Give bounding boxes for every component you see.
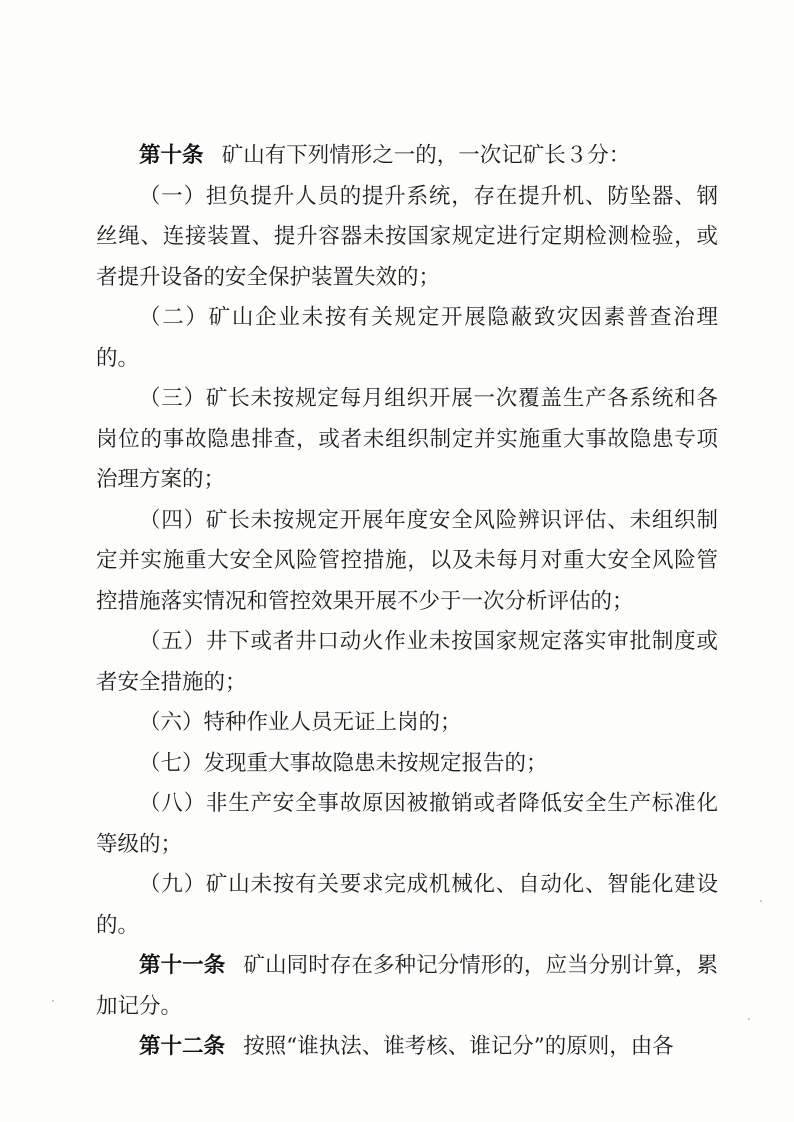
article-10-intro	[96, 136, 718, 177]
article-10-item-5: （五）井下或者井口动火作业未按国家规定落实审批制度或者安全措施的；	[96, 629, 718, 695]
scan-speck	[760, 900, 762, 902]
article-10-item-1: （一）担负提升人员的提升系统，存在提升机、防坠器、钢丝绳、连接装置、提升容器未按国家规定进行定期检测检验，或者提升设备的安全保护装置失效的；	[96, 183, 718, 290]
article-12-text: 按照“谁执法、谁考核、谁记分”的原则，由各	[243, 1034, 674, 1059]
article-10-text: 矿山有下列情形之一的，一次记矿长３分：	[221, 143, 631, 168]
article-12	[96, 1027, 718, 1068]
article-12-heading: 第十二条	[139, 1034, 226, 1059]
scan-speck	[52, 1000, 54, 1002]
article-10-item-8: （八）非生产安全事故原因被撤销或者降低安全生产标准化等级的；	[96, 791, 718, 857]
article-10-heading: 第十条	[139, 143, 204, 168]
article-11	[96, 946, 718, 1027]
article-10-item-2: （二）矿山企业未按有关规定开展隐蔽致灾因素普查治理的。	[96, 305, 718, 371]
article-10-item-6: （六）特种作业人员无证上岗的；	[139, 710, 462, 735]
article-10-item-7: （七）发现重大事故隐患未按规定报告的；	[139, 750, 548, 776]
document-body	[96, 136, 718, 1068]
article-10-item-3: （三）矿长未按规定每月组织开展一次覆盖生产各系统和各岗位的事故隐患排查，或者未组织制定并实施重大事故隐患专项治理方案的；	[96, 386, 718, 492]
scan-speck	[748, 1018, 750, 1020]
article-10-item-4: （四）矿长未按规定开展年度安全风险辨识评估、未组织制定并实施重大安全风险管控措施，以及未每月对重大安全风险管控措施落实情况和管控效果开展不少于一次分析评估的；	[96, 507, 718, 614]
article-10-item-9: （九）矿山未按有关要求完成机械化、自动化、智能化建设的。	[96, 872, 718, 938]
article-11-heading: 第十一条	[139, 953, 226, 978]
article-11-text: 矿山同时存在多种记分情形的，应当分别计算，累加记分。	[96, 953, 718, 1019]
